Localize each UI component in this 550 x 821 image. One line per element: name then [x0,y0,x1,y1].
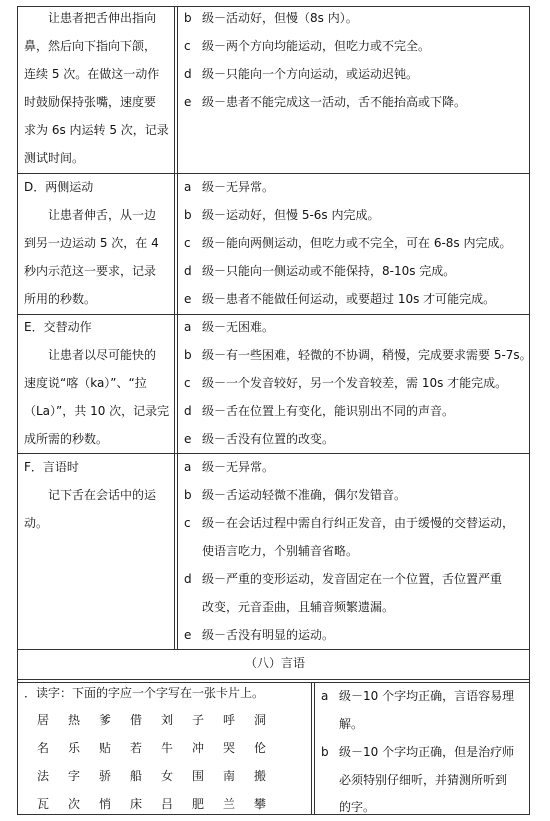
reading-character: 冲 [191,741,204,755]
grade-item [184,404,454,418]
grade-item [184,432,334,446]
grade-letter: d [184,572,192,586]
reading-character: 刘 [160,713,173,727]
reading-character: 骄 [98,769,111,783]
grade-letter: d [184,264,192,278]
section-e-description-line: 速度说“喀（ka）”、“拉 [24,376,147,390]
reading-character: 床 [129,797,142,811]
grade-item [184,516,514,530]
grade-letter: d [184,67,192,81]
grade-letter: e [184,628,192,642]
reading-character: 船 [129,769,142,783]
reading-character: 名 [36,741,49,755]
reading-character: 搬 [253,769,266,783]
section-c-description-line: 测试时间。 [24,151,85,165]
reading-character: 贴 [98,741,111,755]
reading-character: 子 [191,713,204,727]
grade-text: 级－无困难。 [202,320,275,334]
grade-item [184,67,418,81]
grade-letter: b [184,11,192,25]
table-rule [17,6,18,815]
grade-continuation: 解。 [339,717,364,731]
reading-character: 吕 [160,797,173,811]
grade-text: 级－10 个字均正确，但是治疗师 [339,745,515,759]
reading-character: 呼 [222,713,235,727]
grade-text: 级－10 个字均正确，言语容易理 [339,689,515,703]
section-f-description-line: 动。 [24,516,49,530]
grade-letter: a [184,180,192,194]
section-c-description-line: 时鼓励保持张嘴，速度要 [24,95,157,109]
reading-character: 牛 [160,741,173,755]
table-rule [17,679,530,680]
table-rule [17,649,530,650]
grade-letter: a [321,689,329,703]
grade-letter: b [321,745,329,759]
reading-character: 热 [67,713,80,727]
grade-letter: c [184,236,191,250]
grade-text: 级－一个发音较好，另一个发音较差，需 10s 才能完成。 [202,376,508,390]
section-c-description-line: 让患者把舌伸出指向 [48,11,157,25]
grade-text: 级－只能向一个方向运动，或运动迟钝。 [202,67,419,81]
section-d-description-line: 秒内示范这一要求，记录 [24,264,157,278]
reading-character: 爹 [98,713,111,727]
section-e-description-line: （La）”，共 10 次，记录完 [24,404,170,418]
grade-item [184,180,274,194]
grade-text: 级－两个方向均能运动，但吃力或不完全。 [202,39,431,53]
grade-letter: b [184,208,192,222]
table-rule [17,314,530,315]
table-rule [174,6,175,649]
table-rule [17,6,530,7]
grade-item [184,572,502,586]
grade-text: 级－有一些困难，轻微的不协调，稍慢，完成要求需要 5-7s。 [202,348,532,362]
table-rule [177,6,178,649]
grade-item [321,689,514,703]
section-header-speech: （八）言语 [244,656,305,670]
grade-letter: b [184,488,192,502]
reading-intro: ．读字：下面的字应一个字写在一张卡片上。 [24,686,265,700]
reading-character: 肥 [191,797,204,811]
reading-character: 女 [160,769,173,783]
grade-letter: e [184,432,192,446]
grade-item [184,628,334,642]
grade-letter: a [184,460,192,474]
reading-character: 瓦 [36,797,49,811]
reading-character: 居 [36,713,49,727]
section-f-title: F．言语时 [24,460,79,474]
reading-character: 攀 [253,797,266,811]
grade-item [184,11,358,25]
grade-text: 级－只能向一侧运动或不能保持，8-10s 完成。 [202,264,456,278]
grade-letter: a [184,320,192,334]
grade-letter: c [184,39,191,53]
reading-character: 乐 [67,741,80,755]
grade-item [184,208,379,222]
section-c-description-line: 鼻，然后向下指向下颌， [24,39,157,53]
grade-text: 级－无异常。 [202,460,275,474]
table-rule [17,814,530,815]
grade-text: 级－无异常。 [202,180,275,194]
section-c-description-line: 连续 5 次。在做这一动作 [24,67,160,81]
section-e-description-line: 成所需的秒数。 [24,432,109,446]
reading-character: 伦 [253,741,266,755]
section-d-description-line: 所用的秒数。 [24,292,97,306]
section-d-description-line: 让患者伸舌，从一边 [48,208,157,222]
grade-item [321,745,514,759]
grade-text: 级－舌在位置上有变化，能识别出不同的声音。 [202,404,455,418]
grade-text: 级－舌没有位置的改变。 [202,432,335,446]
reading-character: 悄 [98,797,111,811]
grade-continuation: 必须特别仔细听，并猜测所听到 [339,773,508,787]
section-d-title: D．两侧运动 [24,180,94,194]
reading-character: 法 [36,769,49,783]
table-rule [311,682,312,814]
table-rule [529,6,530,815]
section-f-description-line: 记下舌在会话中的运 [48,488,157,502]
grade-letter: d [184,404,192,418]
section-e-title: E．交替动作 [24,320,92,334]
grade-item [184,95,466,109]
table-rule [17,682,530,683]
grade-text: 级－在会话过程中需自行纠正发音，由于缓慢的交替运动， [202,516,515,530]
reading-character: 借 [129,713,142,727]
table-rule [17,173,530,174]
grade-text: 级－活动好，但慢（8s 内）。 [202,11,358,25]
grade-text: 级－运动好，但慢 5-6s 内完成。 [202,208,380,222]
grade-item [184,292,495,306]
grade-item [184,488,406,502]
grade-item [184,236,511,250]
reading-character: 洞 [253,713,266,727]
grade-item [184,320,274,334]
section-d-description-line: 到另一边运动 5 次，在 4 [24,236,159,250]
grade-continuation: 改变，元音歪曲，且辅音频繁遗漏。 [202,600,395,614]
grade-item [184,376,507,390]
grade-text: 级－患者不能做任何运动，或要超过 10s 才可能完成。 [202,292,496,306]
grade-item [184,460,274,474]
reading-character: 围 [191,769,204,783]
grade-text: 级－能向两侧运动，但吃力或不完全，可在 6-8s 内完成。 [202,236,512,250]
grade-item [184,39,430,53]
reading-character: 南 [222,769,235,783]
reading-character: 次 [67,797,80,811]
grade-letter: b [184,348,192,362]
grade-letter: e [184,95,192,109]
grade-letter: c [184,516,191,530]
reading-character: 若 [129,741,142,755]
grade-continuation: 使语言吃力，个别辅音省略。 [202,544,359,558]
section-c-description-line: 求为 6s 内运转 5 次，记录 [24,123,169,137]
table-rule [17,453,530,454]
grade-item [184,264,455,278]
reading-character: 字 [67,769,80,783]
grade-text: 级－患者不能完成这一活动，舌不能抬高或下降。 [202,95,467,109]
grade-text: 级－舌没有明显的运动。 [202,628,335,642]
section-e-description-line: 让患者以尽可能快的 [48,348,157,362]
grade-continuation: 的字。 [339,800,376,814]
grade-text: 级－舌运动轻微不准确，偶尔发错音。 [202,488,407,502]
grade-letter: e [184,292,192,306]
grade-item [184,348,532,362]
grade-text: 级－严重的变形运动，发音固定在一个位置，舌位置严重 [202,572,503,586]
reading-character: 兰 [222,797,235,811]
grade-letter: c [184,376,191,390]
table-rule [314,682,315,814]
reading-character: 哭 [222,741,235,755]
